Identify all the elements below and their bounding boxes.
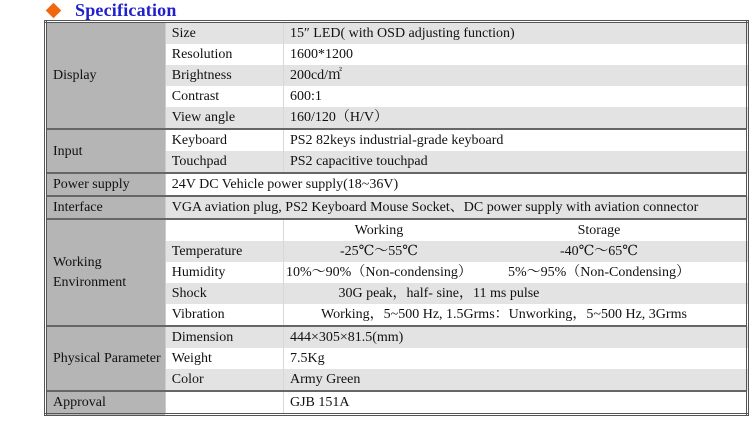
value-storage: 5%～95%（Non-Condensing） bbox=[507, 265, 690, 280]
spec-value-wrap bbox=[283, 304, 747, 326]
spec-value: 30G peak，half- sine，11 ms pulse bbox=[338, 286, 540, 301]
spec-value: Army Green bbox=[283, 369, 747, 391]
spec-value: 7.5Kg bbox=[283, 348, 747, 369]
spec-name: Resolution bbox=[165, 44, 283, 65]
spec-value: 444×305×81.5(mm) bbox=[283, 326, 747, 348]
table-row bbox=[46, 219, 748, 241]
spec-value: 200cd/㎡ bbox=[283, 65, 747, 86]
section-heading bbox=[46, 0, 177, 20]
table-row bbox=[46, 391, 748, 415]
value-working: -25℃～55℃ bbox=[339, 244, 418, 259]
spec-value: Working，5~500 Hz, 1.5Grms：Unworking，5~500 Hz, 3Grms bbox=[320, 307, 687, 322]
table-row bbox=[46, 326, 748, 348]
spec-value: PS2 82keys industrial-grade keyboard bbox=[283, 129, 747, 151]
heading-title: Specification bbox=[75, 0, 177, 20]
spec-name-empty bbox=[165, 391, 283, 415]
spec-value: 600:1 bbox=[283, 86, 747, 107]
specification-table bbox=[44, 20, 750, 416]
spec-name: Humidity bbox=[165, 262, 283, 283]
spec-name: Brightness bbox=[165, 65, 283, 86]
header-storage: Storage bbox=[577, 223, 621, 238]
value-storage: -40℃～65℃ bbox=[559, 244, 638, 259]
spec-name: Contrast bbox=[165, 86, 283, 107]
spec-value: 24V DC Vehicle power supply(18~36V) bbox=[165, 173, 747, 196]
category-label-line2: Environment bbox=[53, 274, 127, 290]
category-interface: Interface bbox=[46, 196, 166, 219]
category-working-environment bbox=[46, 219, 166, 326]
spec-name: Shock bbox=[165, 283, 283, 304]
header-working: Working bbox=[354, 223, 404, 238]
spec-value: 15″ LED( with OSD adjusting function) bbox=[283, 22, 747, 45]
spec-name-empty bbox=[165, 219, 283, 241]
value-working: 10%～90%（Non-condensing） bbox=[286, 265, 472, 280]
table-row bbox=[46, 173, 748, 196]
spec-name: Touchpad bbox=[165, 151, 283, 173]
spec-value-wrap bbox=[283, 283, 747, 304]
spec-value: GJB 151A bbox=[283, 391, 747, 415]
spec-name: Keyboard bbox=[165, 129, 283, 151]
category-input: Input bbox=[46, 129, 166, 173]
table-row bbox=[46, 129, 748, 151]
spec-value: 160/120（H/V） bbox=[283, 107, 747, 129]
spec-name: Color bbox=[165, 369, 283, 391]
spec-value-pair bbox=[283, 241, 747, 262]
diamond-bullet-icon bbox=[46, 2, 62, 18]
table-row bbox=[46, 196, 748, 219]
spec-name: Weight bbox=[165, 348, 283, 369]
spec-value-pair bbox=[283, 262, 747, 283]
spec-name: Dimension bbox=[165, 326, 283, 348]
spec-name: Vibration bbox=[165, 304, 283, 326]
spec-name: Size bbox=[165, 22, 283, 45]
spec-value: PS2 capacitive touchpad bbox=[283, 151, 747, 173]
category-power-supply: Power supply bbox=[46, 173, 166, 196]
spec-name: View angle bbox=[165, 107, 283, 129]
category-display: Display bbox=[46, 22, 166, 130]
env-header bbox=[283, 219, 747, 241]
category-label-line1: Working bbox=[53, 254, 102, 270]
spec-value: 1600*1200 bbox=[283, 44, 747, 65]
spec-name: Temperature bbox=[165, 241, 283, 262]
spec-value: VGA aviation plug, PS2 Keyboard Mouse Socket、DC power supply with aviation connector bbox=[165, 196, 747, 219]
table-row bbox=[46, 22, 748, 45]
category-approval: Approval bbox=[46, 391, 166, 415]
category-physical-parameter: Physical Parameter bbox=[46, 326, 166, 391]
